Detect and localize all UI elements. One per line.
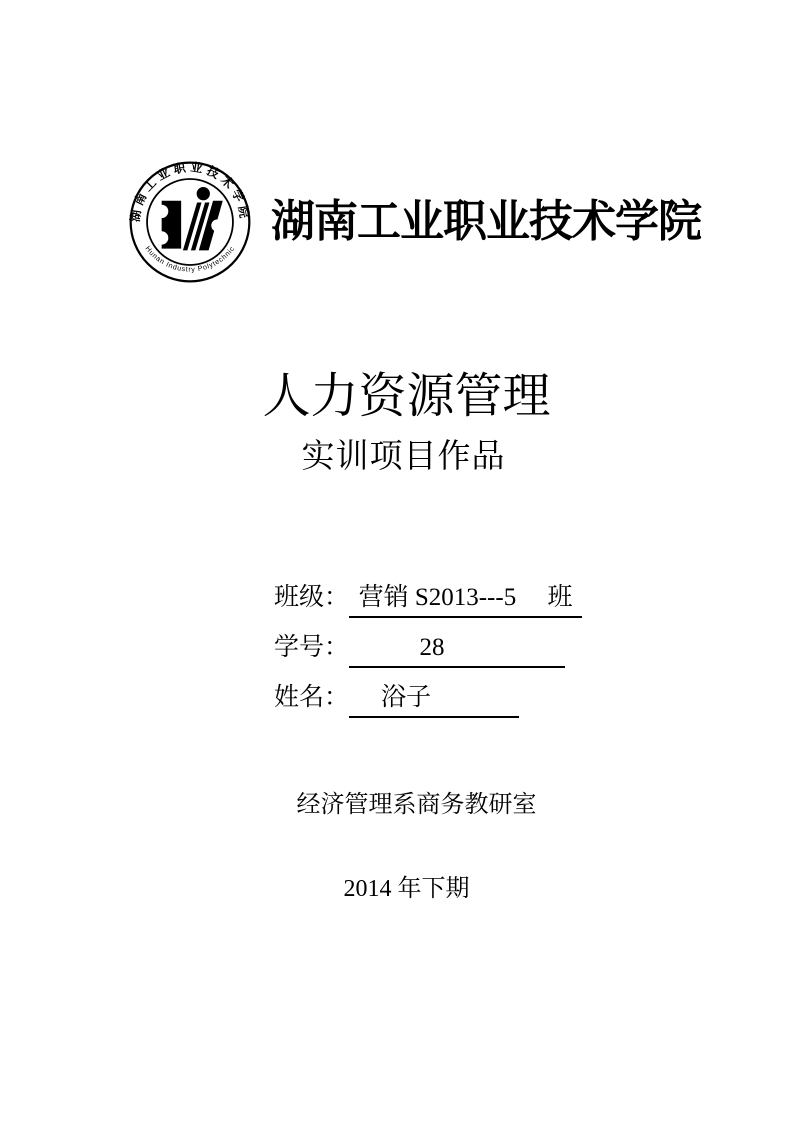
class-value: 营销 S2013---5 班 bbox=[349, 579, 582, 618]
school-name-calligraphy: 湖南工业职业技术学院 bbox=[271, 197, 701, 246]
field-row-student-id bbox=[274, 627, 582, 668]
department-line: 经济管理系商务教研室 bbox=[296, 792, 537, 818]
field-row-name bbox=[274, 677, 582, 718]
field-row-class bbox=[274, 577, 582, 618]
main-title: 人力资源管理 bbox=[262, 370, 551, 423]
name-value: 浴子 bbox=[349, 679, 519, 718]
class-label: 班级： bbox=[274, 584, 350, 611]
student-id-value: 28 bbox=[349, 629, 565, 668]
seal-emblem-icon bbox=[155, 187, 224, 250]
name-label: 姓名： bbox=[274, 684, 350, 711]
svg-text:湖南工业职业技术学院 bbox=[128, 159, 252, 223]
school-seal-icon bbox=[128, 159, 252, 285]
student-id-label: 学号： bbox=[274, 634, 350, 661]
school-logo bbox=[128, 159, 252, 285]
subtitle: 实训项目作品 bbox=[301, 439, 506, 475]
seal-top-text: 湖南工业职业技术学院 bbox=[128, 159, 252, 223]
term-line: 2014 年下期 bbox=[343, 876, 470, 902]
cover-fields bbox=[274, 577, 582, 727]
seal-bottom-text: Hunan Industry Polytechnic bbox=[143, 244, 237, 274]
